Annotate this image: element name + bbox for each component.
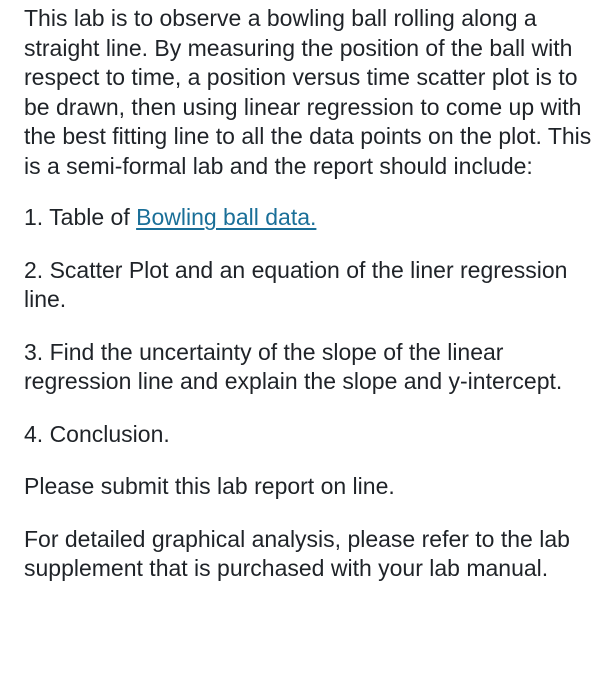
supplement-note: For detailed graphical analysis, please refer to the lab supplement that is purchased with your lab manual.	[24, 525, 570, 581]
submit-note: Please submit this lab report on line.	[24, 473, 395, 499]
list-item-table	[24, 203, 594, 233]
list-item-conclusion: 4. Conclusion.	[24, 420, 170, 447]
list-item-table-prefix: 1. Table of	[24, 204, 137, 230]
intro-paragraph: This lab is to observe a bowling ball rolling along a straight line. By measuring the position of the ball with respect to time, a position versus time scatter plot is to be drawn, then using linear regression to come up with the best fitting line to all the data points on the plot. This is a semi-formal lab and the report should include:	[24, 5, 592, 179]
list-item-scatter-plot: 2. Scatter Plot and an equation of the liner regression line.	[24, 256, 568, 312]
bowling-ball-data-link[interactable]: Bowling ball data.	[136, 204, 317, 230]
list-item-uncertainty: 3. Find the uncertainty of the slope of the linear regression line and explain the slope and y-intercept.	[24, 338, 563, 394]
